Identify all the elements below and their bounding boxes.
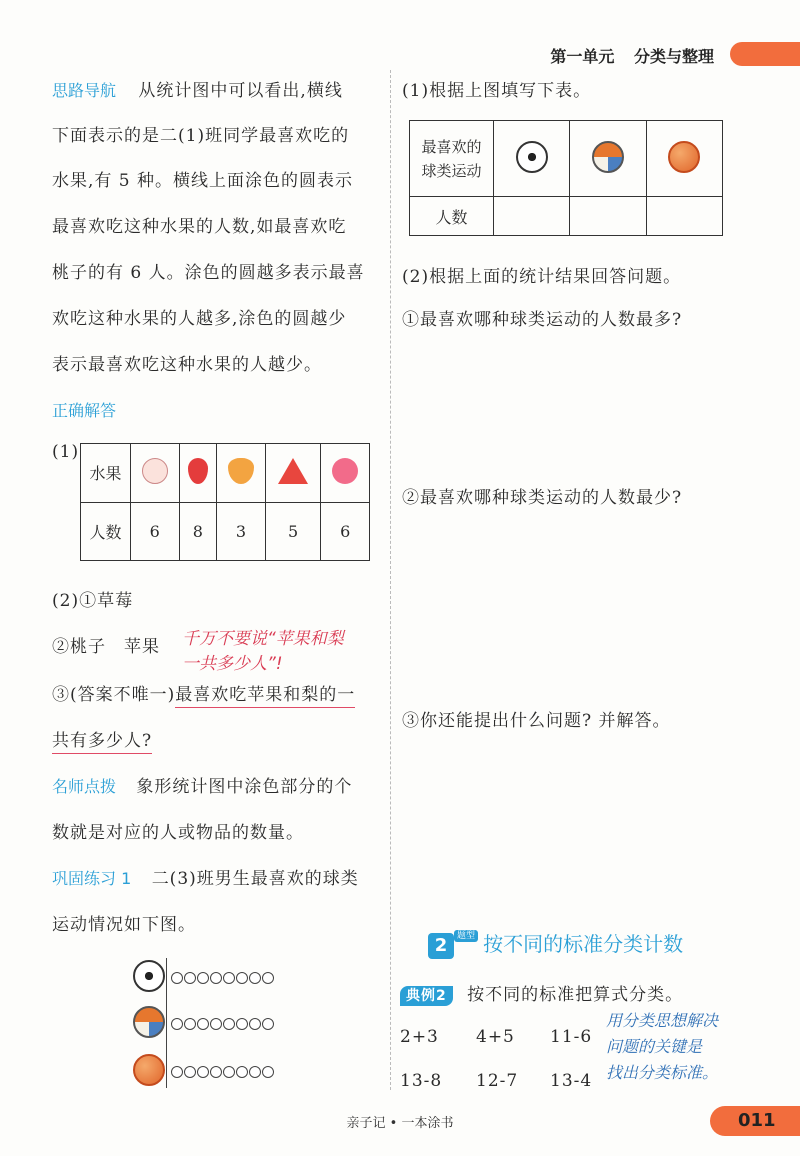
practice-line-2: 运动情况如下图。: [52, 915, 196, 935]
expression: 12-7: [476, 1071, 519, 1091]
answer-3-line1: ③(答案不唯一)最喜欢吃苹果和梨的一: [52, 680, 355, 705]
soccer-ball-icon: [133, 960, 165, 992]
watermelon-icon: [278, 458, 308, 484]
ball-cell: [646, 121, 722, 197]
tip-line-5: 欢吃这种水果的人越多,涂色的圆越少: [52, 309, 347, 329]
empty-circle[interactable]: [262, 1018, 274, 1030]
ball-count-head: 人数: [410, 197, 494, 236]
unit-label: 第一单元: [550, 47, 615, 66]
header-accent-bar: [730, 42, 800, 66]
empty-circle[interactable]: [249, 1018, 261, 1030]
footer-text: 亲子记 • 一本涂书: [346, 1116, 454, 1131]
circle-row: [171, 1063, 275, 1082]
count-cell: 6: [321, 502, 370, 561]
expression: 13-8: [400, 1071, 443, 1091]
count-cell: 3: [217, 502, 266, 561]
circle-row: [171, 969, 275, 988]
unit-header: [550, 44, 714, 67]
empty-circle[interactable]: [184, 972, 196, 984]
handwritten-note-red: 千万不要说“苹果和梨 一共多少人”!: [182, 629, 344, 674]
ball-count-blank[interactable]: [646, 197, 722, 236]
empty-circle[interactable]: [184, 1018, 196, 1030]
tip-line-3: 最喜欢吃这种水果的人数,如最喜欢吃: [52, 217, 347, 237]
question-2: (2)根据上面的统计结果回答问题。: [402, 267, 682, 287]
expression: 11-6: [550, 1027, 593, 1047]
table-prefix: (1): [52, 442, 80, 462]
answer-label: 正确解答: [52, 401, 117, 420]
ball-count-blank[interactable]: [494, 197, 570, 236]
circle-row: [171, 1015, 275, 1034]
empty-circle[interactable]: [249, 972, 261, 984]
count-cell: 6: [131, 502, 180, 561]
expression: 4+5: [476, 1027, 515, 1047]
empty-circle[interactable]: [197, 1066, 209, 1078]
empty-circle[interactable]: [210, 1018, 222, 1030]
empty-circle[interactable]: [210, 1066, 222, 1078]
question-2-1: ①最喜欢哪种球类运动的人数最多?: [402, 310, 683, 330]
empty-circle[interactable]: [171, 972, 183, 984]
empty-circle[interactable]: [236, 972, 248, 984]
answer-2-2: ②桃子 苹果: [52, 637, 160, 657]
practice-label: 巩固练习 1: [52, 869, 132, 888]
section-number: 2: [428, 933, 454, 959]
pear-icon: [228, 458, 254, 484]
column-divider: [390, 70, 391, 1090]
tip-line-1: 下面表示的是二(1)班同学最喜欢吃的: [52, 126, 350, 146]
teacher-line-1: 名师点拨 象形统计图中涂色部分的个: [52, 777, 353, 797]
ball-cell: [494, 121, 570, 197]
pictograph-row: [133, 1054, 165, 1090]
peach-icon: [142, 458, 168, 484]
tip-line-4: 桃子的有 6 人。涂色的圆越多表示最喜: [52, 263, 365, 283]
question-2-2: ②最喜欢哪种球类运动的人数最少?: [402, 488, 683, 508]
section-2-header: [428, 928, 683, 959]
fruit-cell: [321, 444, 370, 503]
ball-count-blank[interactable]: [570, 197, 646, 236]
empty-circle[interactable]: [236, 1018, 248, 1030]
ball-pictograph: [133, 958, 333, 1088]
teacher-label: 名师点拨: [52, 777, 117, 796]
question-2-3: ③你还能提出什么问题? 并解答。: [402, 711, 671, 731]
volleyball-icon: [133, 1006, 165, 1038]
empty-circle[interactable]: [184, 1066, 196, 1078]
ball-cell: [570, 121, 646, 197]
tip-line-0: 思路导航 从统计图中可以看出,横线: [52, 81, 343, 101]
answer-3-line2: 共有多少人?: [52, 726, 152, 751]
page-number: 011: [710, 1106, 800, 1136]
section-badge: 题型: [454, 930, 478, 942]
fruit-head: 水果: [81, 444, 131, 503]
fruit-cell: [179, 444, 217, 503]
tip-label: 思路导航: [52, 81, 117, 100]
count-cell: 8: [179, 502, 217, 561]
soccer-ball-icon: [516, 141, 548, 173]
expression: 13-4: [550, 1071, 593, 1091]
answer-2-1: (2)①草莓: [52, 591, 134, 611]
fruit-cell: [265, 444, 321, 503]
tip-line-2: 水果,有 5 种。横线上面涂色的圆表示: [52, 171, 354, 191]
empty-circle[interactable]: [223, 1066, 235, 1078]
pictograph-axis: [166, 958, 167, 1088]
empty-circle[interactable]: [262, 972, 274, 984]
volleyball-icon: [592, 141, 624, 173]
section-title: 按不同的标准分类计数: [483, 932, 684, 956]
example-line: 典例2 按不同的标准把算式分类。: [400, 980, 683, 1005]
basketball-icon: [668, 141, 700, 173]
empty-circle[interactable]: [236, 1066, 248, 1078]
fruit-cell: [217, 444, 266, 503]
empty-circle[interactable]: [262, 1066, 274, 1078]
pictograph-row: [133, 1006, 165, 1042]
expression: 2+3: [400, 1027, 439, 1047]
ball-table: [409, 120, 723, 236]
ball-table-head: 最喜欢的 球类运动: [410, 121, 494, 197]
practice-line-1: 巩固练习 1 二(3)班男生最喜欢的球类: [52, 869, 359, 889]
count-head: 人数: [81, 502, 131, 561]
basketball-icon: [133, 1054, 165, 1086]
empty-circle[interactable]: [249, 1066, 261, 1078]
empty-circle[interactable]: [197, 1018, 209, 1030]
empty-circle[interactable]: [223, 1018, 235, 1030]
empty-circle[interactable]: [171, 1018, 183, 1030]
teacher-line-2: 数就是对应的人或物品的数量。: [52, 823, 304, 843]
apple-icon: [332, 458, 358, 484]
empty-circle[interactable]: [171, 1066, 183, 1078]
question-1: (1)根据上图填写下表。: [402, 81, 592, 101]
tip-line-6: 表示最喜欢吃这种水果的人越少。: [52, 355, 322, 375]
empty-circle[interactable]: [223, 972, 235, 984]
pictograph-row: [133, 960, 165, 996]
handwritten-note-blue: 用分类思想解决 问题的关键是 找出分类标准。: [606, 1011, 719, 1082]
example-badge: 典例2: [400, 986, 453, 1006]
strawberry-icon: [188, 458, 208, 484]
count-cell: 5: [265, 502, 321, 561]
unit-title: 分类与整理: [633, 47, 714, 66]
empty-circle[interactable]: [210, 972, 222, 984]
fruit-cell: [131, 444, 180, 503]
fruit-table: [80, 443, 370, 561]
empty-circle[interactable]: [197, 972, 209, 984]
